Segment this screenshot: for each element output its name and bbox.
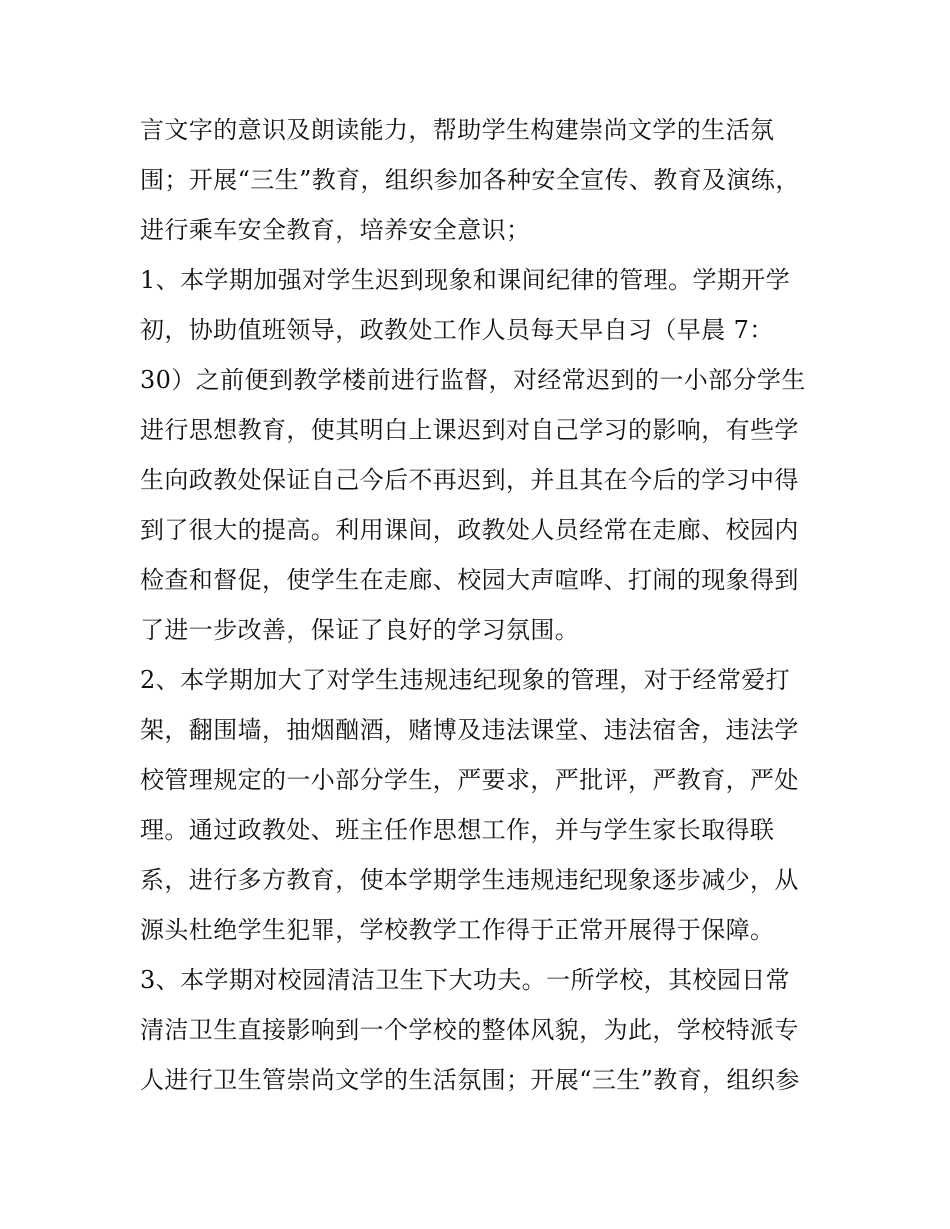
text-line: 检查和督促，使学生在走廊、校园大声喧哗、打闹的现象得到 — [140, 566, 799, 594]
text-line: 清洁卫生直接影响到一个学校的整体风貌，为此，学校特派专 — [140, 1016, 799, 1044]
text-line: 架，翻围墙，抽烟酗酒，赌博及违法课堂、违法宿舍，违法学 — [140, 716, 799, 744]
text-line: 1、本学期加强对学生迟到现象和课间纪律的管理。学期开学 — [140, 266, 791, 294]
document-body — [140, 105, 830, 1105]
text-line: 言文字的意识及朗读能力，帮助学生构建崇尚文学的生活氛 — [140, 116, 775, 144]
text-line: 进行思想教育，使其明白上课迟到对自己学习的影响，有些学 — [140, 416, 799, 444]
text-line: 围；开展“三生”教育，组织参加各种安全宣传、教育及演练， — [140, 166, 800, 194]
text-line: 人进行卫生管崇尚文学的生活氛围；开展“三生”教育，组织参 — [140, 1066, 800, 1094]
text-line: 2、本学期加大了对学生违规违纪现象的管理，对于经常爱打 — [140, 666, 791, 694]
text-line: 源头杜绝学生犯罪，学校教学工作得于正常开展得于保障。 — [140, 916, 775, 944]
text-line: 生向政教处保证自己今后不再迟到，并且其在今后的学习中得 — [140, 466, 799, 494]
text-line: 系，进行多方教育，使本学期学生违规违纪现象逐步减少，从 — [140, 866, 799, 894]
text-line: 30）之前便到教学楼前进行监督，对经常迟到的一小部分学生 — [140, 366, 806, 394]
text-line: 到了很大的提高。利用课间，政教处人员经常在走廊、校园内 — [140, 516, 799, 544]
text-line: 理。通过政教处、班主任作思想工作，并与学生家长取得联 — [140, 816, 775, 844]
text-line: 3、本学期对校园清洁卫生下大功夫。一所学校，其校园日常 — [140, 966, 791, 994]
text-line: 了进一步改善，保证了良好的学习氛围。 — [140, 616, 580, 644]
text-line: 进行乘车安全教育，培养安全意识； — [140, 216, 531, 244]
text-line: 初，协助值班领导，政教处工作人员每天早自习（早晨 7： — [140, 316, 774, 344]
text-line: 校管理规定的一小部分学生，严要求，严批评，严教育，严处 — [140, 766, 799, 794]
